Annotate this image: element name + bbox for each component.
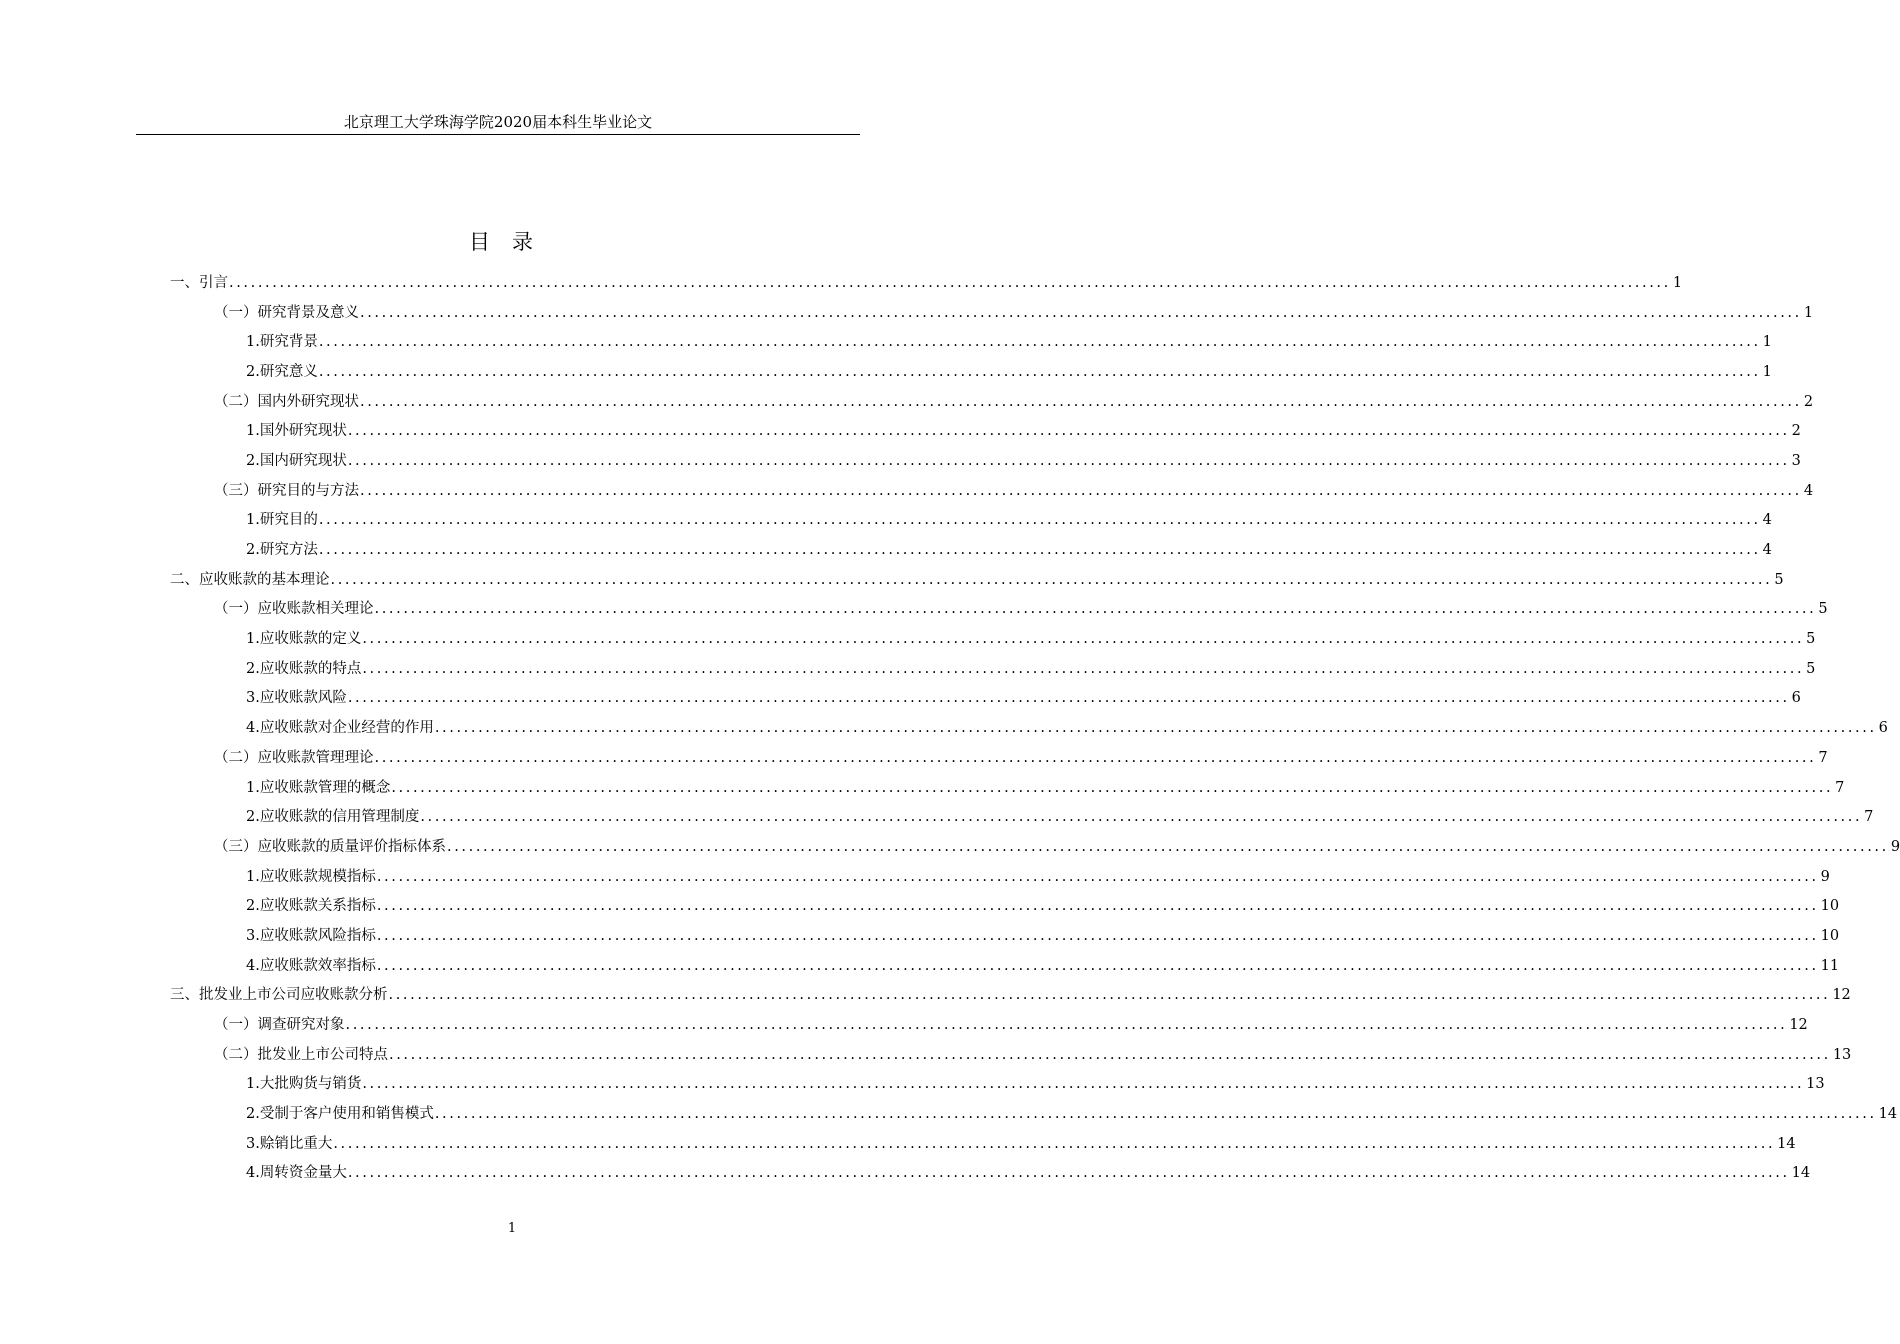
toc-entry[interactable] bbox=[0, 1129, 1796, 1159]
toc-entry-page: 12 bbox=[1789, 1017, 1808, 1034]
toc-entry-label: 1.国外研究现状 bbox=[246, 423, 347, 440]
toc-entry-label: 4.应收账款对企业经营的作用 bbox=[246, 720, 434, 737]
toc-dot-leader: ........................................................................................................................................................................................................ bbox=[434, 1106, 1877, 1123]
toc-entry[interactable] bbox=[0, 862, 1830, 892]
toc-entry[interactable] bbox=[0, 981, 1851, 1011]
toc-entry[interactable] bbox=[0, 743, 1828, 773]
toc-entry-label: （一）研究背景及意义 bbox=[214, 304, 359, 321]
toc-dot-leader: ........................................................................................................................................................................................................ bbox=[229, 274, 1671, 291]
toc-entry-page: 1 bbox=[1672, 274, 1683, 291]
toc-entry-label: 二、应收账款的基本理论 bbox=[170, 571, 330, 588]
toc-entry-label: （一）应收账款相关理论 bbox=[214, 601, 374, 618]
toc-entry-label: 4.应收账款效率指标 bbox=[246, 957, 376, 974]
toc-dot-leader: ........................................................................................................................................................................................................ bbox=[330, 571, 1773, 588]
toc-dot-leader: ........................................................................................................................................................................................................ bbox=[347, 423, 1790, 440]
toc-entry-page: 11 bbox=[1820, 957, 1840, 974]
toc-dot-leader: ........................................................................................................................................................................................................ bbox=[318, 512, 1761, 529]
toc-entry-label: 1.研究目的 bbox=[246, 512, 318, 529]
toc-entry-page: 5 bbox=[1774, 571, 1784, 588]
toc-entry-page: 2 bbox=[1791, 423, 1801, 440]
toc-dot-leader: ........................................................................................................................................................................................................ bbox=[434, 720, 1877, 737]
toc-entry-page: 13 bbox=[1832, 1046, 1852, 1063]
toc-entry[interactable] bbox=[0, 387, 1814, 417]
toc-entry-label: 一、引言 bbox=[170, 274, 228, 291]
toc-entry-page: 7 bbox=[1835, 779, 1845, 796]
toc-dot-leader: ........................................................................................................................................................................................................ bbox=[360, 482, 1802, 499]
toc-dot-leader: ........................................................................................................................................................................................................ bbox=[376, 898, 1819, 915]
toc-entry-label: 三、批发业上市公司应收账款分析 bbox=[170, 987, 388, 1004]
toc-entry-label: 3.应收账款风险指标 bbox=[246, 927, 376, 944]
toc-entry-label: 1.应收账款的定义 bbox=[246, 631, 362, 648]
toc-dot-leader: ........................................................................................................................................................................................................ bbox=[347, 1165, 1790, 1182]
toc-entry-page: 14 bbox=[1878, 1106, 1898, 1123]
toc-entry[interactable] bbox=[0, 802, 1874, 832]
toc-entry-page: 6 bbox=[1878, 720, 1888, 737]
toc-entry[interactable] bbox=[0, 1070, 1825, 1100]
toc-entry[interactable] bbox=[0, 951, 1840, 981]
toc-title: 目录 bbox=[469, 230, 555, 254]
toc-entry-page: 4 bbox=[1803, 482, 1814, 499]
toc-entry-label: 1.应收账款规模指标 bbox=[246, 868, 376, 885]
toc-dot-leader: ........................................................................................................................................................................................................ bbox=[376, 868, 1819, 885]
toc-entry-label: 2.研究方法 bbox=[246, 542, 318, 559]
toc-entry[interactable] bbox=[0, 654, 1816, 684]
toc-dot-leader: ........................................................................................................................................................................................................ bbox=[318, 334, 1761, 351]
toc-entry-page: 10 bbox=[1820, 898, 1840, 915]
toc-entry[interactable] bbox=[0, 832, 1900, 862]
toc-entry-page: 4 bbox=[1762, 542, 1772, 559]
toc-entry-label: 1.研究背景 bbox=[246, 334, 318, 351]
toc-entry-page: 1 bbox=[1762, 334, 1772, 351]
toc-entry-label: （一）调查研究对象 bbox=[214, 1017, 345, 1034]
toc-entry[interactable] bbox=[0, 624, 1816, 654]
toc-dot-leader: ........................................................................................................................................................................................................ bbox=[362, 1076, 1805, 1093]
toc-entry-page: 14 bbox=[1777, 1135, 1796, 1152]
toc-entry-label: 1.大批购货与销货 bbox=[246, 1076, 362, 1093]
toc-entry-page: 9 bbox=[1820, 868, 1830, 885]
toc-entry-page: 3 bbox=[1791, 452, 1801, 469]
toc-entry-label: 2.应收账款的特点 bbox=[246, 660, 362, 677]
toc-entry-label: （二）国内外研究现状 bbox=[214, 393, 359, 410]
toc-dot-leader: ........................................................................................................................................................................................................ bbox=[360, 304, 1802, 321]
toc-entry-label: 2.应收账款关系指标 bbox=[246, 898, 376, 915]
toc-entry-label: 3.赊销比重大 bbox=[246, 1135, 333, 1152]
toc-dot-leader: ........................................................................................................................................................................................................ bbox=[374, 749, 1817, 766]
toc-dot-leader: ........................................................................................................................................................................................................ bbox=[447, 838, 1889, 855]
toc-entry-label: 1.应收账款管理的概念 bbox=[246, 779, 391, 796]
toc-entry[interactable] bbox=[0, 684, 1801, 714]
toc-entry-label: 2.受制于客户使用和销售模式 bbox=[246, 1106, 434, 1123]
toc-entry[interactable] bbox=[0, 1010, 1808, 1040]
toc-dot-leader: ........................................................................................................................................................................................................ bbox=[420, 809, 1863, 826]
toc-entry-page: 2 bbox=[1803, 393, 1814, 410]
toc-entry-label: 2.应收账款的信用管理制度 bbox=[246, 809, 420, 826]
toc-entry-label: （三）应收账款的质量评价指标体系 bbox=[214, 838, 446, 855]
table-of-contents bbox=[0, 268, 1900, 1188]
toc-entry[interactable] bbox=[0, 891, 1840, 921]
toc-dot-leader: ........................................................................................................................................................................................................ bbox=[345, 1017, 1788, 1034]
running-header-title: 北京理工大学珠海学院2020届本科生毕业论文 bbox=[343, 113, 653, 131]
toc-entry-page: 1 bbox=[1762, 363, 1772, 380]
toc-entry-page: 13 bbox=[1806, 1076, 1825, 1093]
page-number: 1 bbox=[507, 1221, 517, 1236]
toc-entry-label: 2.国内研究现状 bbox=[246, 452, 347, 469]
toc-entry[interactable] bbox=[0, 298, 1814, 328]
toc-entry[interactable] bbox=[0, 327, 1772, 357]
toc-entry[interactable] bbox=[0, 1159, 1811, 1189]
toc-entry-label: （三）研究目的与方法 bbox=[214, 482, 359, 499]
toc-entry-page: 5 bbox=[1806, 631, 1816, 648]
toc-entry[interactable] bbox=[0, 357, 1772, 387]
toc-dot-leader: ........................................................................................................................................................................................................ bbox=[362, 660, 1805, 677]
toc-dot-leader: ........................................................................................................................................................................................................ bbox=[360, 393, 1802, 410]
toc-entry-page: 10 bbox=[1820, 927, 1840, 944]
toc-entry-label: （二）批发业上市公司特点 bbox=[214, 1046, 388, 1063]
toc-entry[interactable] bbox=[0, 565, 1784, 595]
toc-dot-leader: ........................................................................................................................................................................................................ bbox=[333, 1135, 1776, 1152]
toc-entry-label: 2.研究意义 bbox=[246, 363, 318, 380]
toc-dot-leader: ........................................................................................................................................................................................................ bbox=[318, 363, 1761, 380]
toc-entry[interactable] bbox=[0, 1040, 1852, 1070]
toc-entry[interactable] bbox=[0, 268, 1683, 298]
toc-dot-leader: ........................................................................................................................................................................................................ bbox=[318, 542, 1761, 559]
toc-entry[interactable] bbox=[0, 416, 1801, 446]
toc-entry[interactable] bbox=[0, 713, 1888, 743]
toc-entry-page: 9 bbox=[1890, 838, 1900, 855]
toc-entry[interactable] bbox=[0, 773, 1845, 803]
toc-dot-leader: ........................................................................................................................................................................................................ bbox=[391, 779, 1834, 796]
toc-entry-page: 4 bbox=[1762, 512, 1772, 529]
toc-entry-page: 12 bbox=[1832, 987, 1851, 1004]
toc-entry-page: 7 bbox=[1864, 809, 1874, 826]
toc-entry[interactable] bbox=[0, 595, 1828, 625]
toc-entry[interactable] bbox=[0, 1099, 1898, 1129]
toc-dot-leader: ........................................................................................................................................................................................................ bbox=[388, 987, 1831, 1004]
toc-entry[interactable] bbox=[0, 535, 1772, 565]
toc-entry-page: 5 bbox=[1818, 601, 1828, 618]
toc-entry-label: 3.应收账款风险 bbox=[246, 690, 347, 707]
toc-dot-leader: ........................................................................................................................................................................................................ bbox=[376, 957, 1819, 974]
toc-entry[interactable] bbox=[0, 921, 1840, 951]
toc-entry-page: 5 bbox=[1806, 660, 1816, 677]
toc-entry-label: 4.周转资金量大 bbox=[246, 1165, 347, 1182]
toc-entry-page: 14 bbox=[1791, 1165, 1811, 1182]
toc-entry[interactable] bbox=[0, 506, 1772, 536]
toc-entry-label: （二）应收账款管理理论 bbox=[214, 749, 374, 766]
toc-dot-leader: ........................................................................................................................................................................................................ bbox=[347, 690, 1790, 707]
toc-entry-page: 6 bbox=[1791, 690, 1801, 707]
toc-entry[interactable] bbox=[0, 446, 1801, 476]
toc-dot-leader: ........................................................................................................................................................................................................ bbox=[347, 452, 1790, 469]
running-header bbox=[136, 112, 860, 135]
toc-dot-leader: ........................................................................................................................................................................................................ bbox=[374, 601, 1817, 618]
toc-dot-leader: ........................................................................................................................................................................................................ bbox=[389, 1046, 1831, 1063]
toc-dot-leader: ........................................................................................................................................................................................................ bbox=[362, 631, 1805, 648]
toc-entry-page: 1 bbox=[1803, 304, 1814, 321]
toc-entry-page: 7 bbox=[1818, 749, 1828, 766]
toc-entry[interactable] bbox=[0, 476, 1814, 506]
toc-dot-leader: ........................................................................................................................................................................................................ bbox=[376, 927, 1819, 944]
